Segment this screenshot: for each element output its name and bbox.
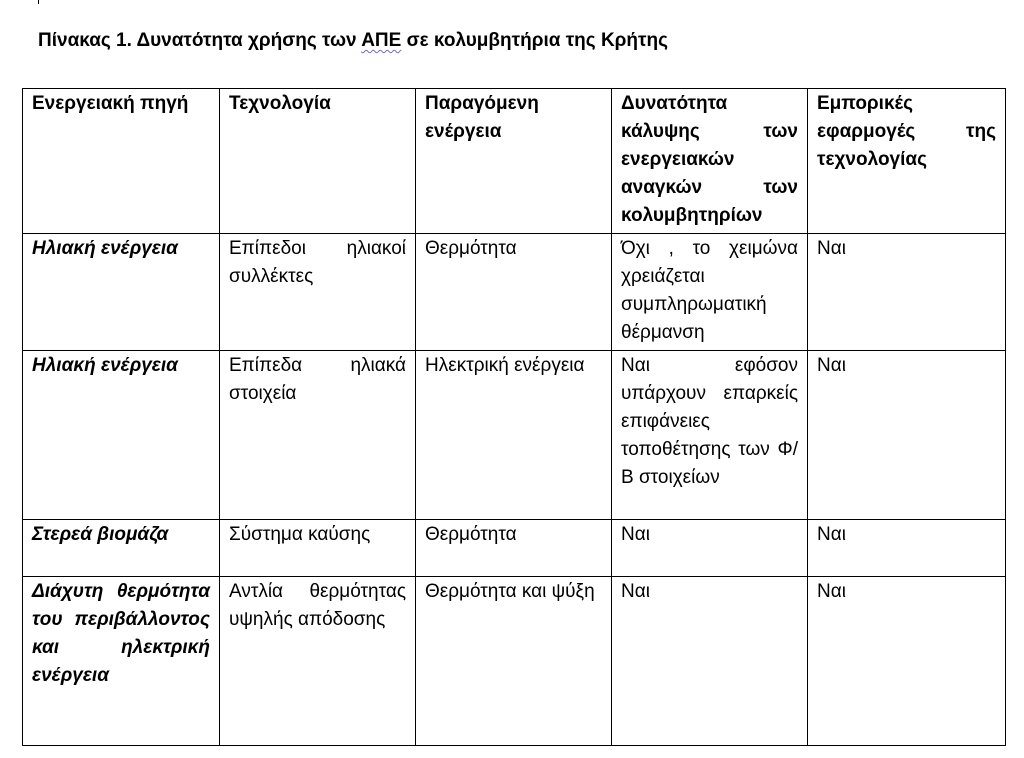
table-caption — [38, 30, 668, 52]
res-pools-table — [22, 88, 1006, 746]
header-coverage-capability: Δυνατότητα κάλυψης των ενεργειακών αναγκών των κολυμβητηρίων — [612, 89, 808, 234]
caption-spellcheck-word: ΑΠΕ — [361, 30, 402, 51]
header-technology: Τεχνολογία — [220, 89, 416, 234]
cell-produced-energy: Ηλεκτρική ενέργεια — [416, 351, 612, 520]
table-row — [23, 351, 1006, 520]
cell-commercial: Ναι — [808, 577, 1006, 746]
header-commercial-applications: Εμπορικές εφαρμογές της τεχνολογίας — [808, 89, 1006, 234]
cell-produced-energy: Θερμότητα — [416, 520, 612, 577]
cell-energy-source: Διάχυτη θερμότητα του περιβάλλοντος και ηλεκτρική ενέργεια — [23, 577, 220, 746]
cell-coverage: Ναι — [612, 520, 808, 577]
table-row — [23, 234, 1006, 351]
cell-technology: Επίπεδα ηλιακά στοιχεία — [220, 351, 416, 520]
cell-energy-source: Στερεά βιομάζα — [23, 520, 220, 577]
cell-technology: Σύστημα καύσης — [220, 520, 416, 577]
cell-coverage: Όχι , το χειμώνα χρειάζεται συμπληρωματική θέρμανση — [612, 234, 808, 351]
cell-energy-source: Ηλιακή ενέργεια — [23, 351, 220, 520]
table-header-row — [23, 89, 1006, 234]
caption-prefix: Πίνακας 1. Δυνατότητα χρήσης των — [38, 30, 362, 51]
cell-coverage: Ναι εφόσον υπάρχουν επαρκείς επιφάνειες τοποθέτησης των Φ/Β στοιχείων — [612, 351, 808, 520]
cell-commercial: Ναι — [808, 351, 1006, 520]
cell-produced-energy: Θερμότητα και ψύξη — [416, 577, 612, 746]
cell-coverage: Ναι — [612, 577, 808, 746]
caption-suffix: σε κολυμβητήρια της Κρήτης — [401, 30, 668, 51]
text-cursor-mark — [38, 0, 39, 4]
header-energy-source: Ενεργειακή πηγή — [23, 89, 220, 234]
header-produced-energy: Παραγόμενη ενέργεια — [416, 89, 612, 234]
table-row — [23, 520, 1006, 577]
cell-energy-source: Ηλιακή ενέργεια — [23, 234, 220, 351]
cell-commercial: Ναι — [808, 520, 1006, 577]
cell-technology: Αντλία θερμότητας υψηλής απόδοσης — [220, 577, 416, 746]
cell-commercial: Ναι — [808, 234, 1006, 351]
cell-technology: Επίπεδοι ηλιακοί συλλέκτες — [220, 234, 416, 351]
table-row — [23, 577, 1006, 746]
cell-produced-energy: Θερμότητα — [416, 234, 612, 351]
